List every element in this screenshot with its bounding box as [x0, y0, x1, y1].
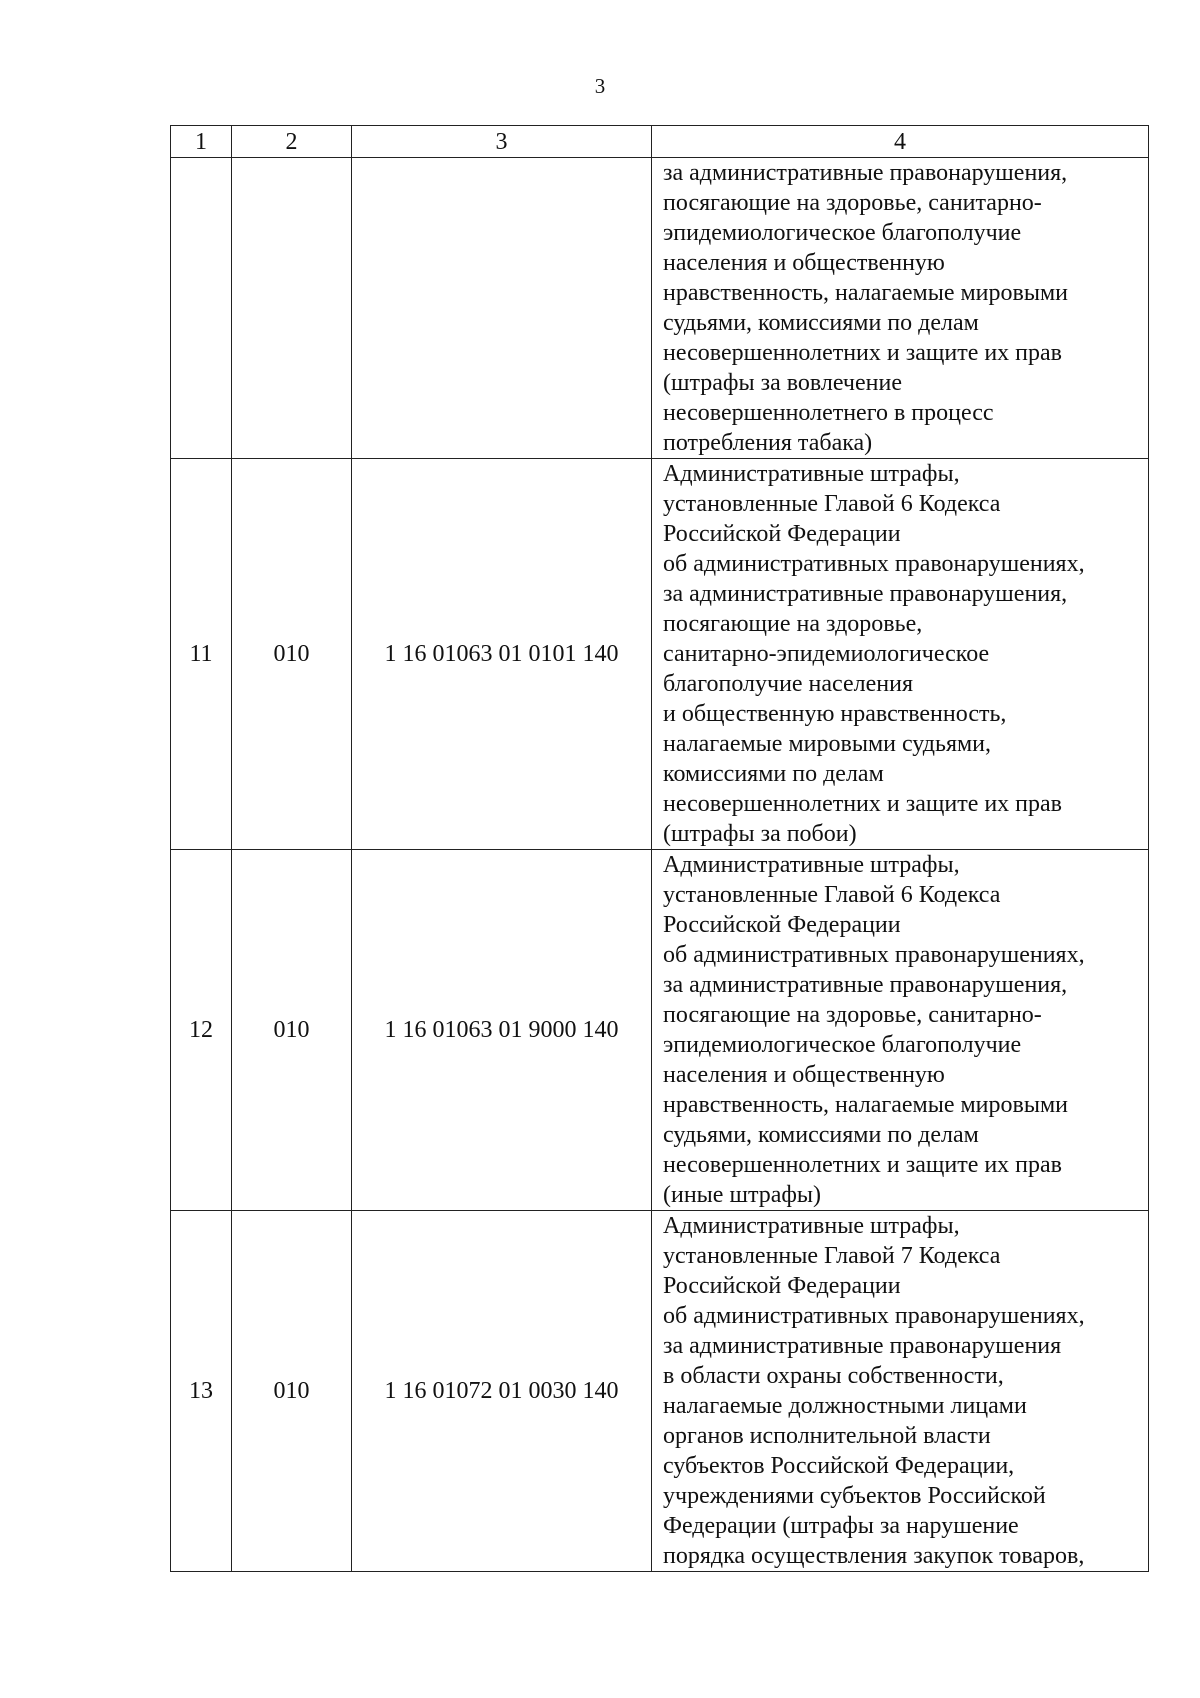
description-line: Административные штрафы, [663, 461, 960, 487]
description-line: Федерации (штрафы за нарушение [663, 1513, 1019, 1539]
description-line: об административных правонарушениях, [663, 551, 1085, 577]
column-header-3: 3 [352, 126, 652, 158]
description-line: субъектов Российской Федерации, [663, 1453, 1015, 1479]
budget-code-cell: 1 16 01063 01 0101 140 [352, 459, 652, 850]
chapter-code-cell [232, 158, 352, 459]
column-header-2: 2 [232, 126, 352, 158]
description-line: несовершеннолетних и защите их прав [663, 340, 1063, 366]
description-line: за административные правонарушения [663, 1333, 1062, 1359]
table-row [171, 1211, 1149, 1572]
description-line: населения и общественную [663, 250, 945, 276]
description-line: потребления табака) [663, 430, 873, 456]
chapter-code-cell: 010 [232, 1211, 352, 1572]
description-line: эпидемиологическое благополучие [663, 1032, 1022, 1058]
description-line: установленные Главой 7 Кодекса [663, 1243, 1001, 1269]
description-line: посягающие на здоровье, [663, 611, 923, 637]
row-number-cell: 13 [171, 1211, 232, 1572]
description-line: учреждениями субъектов Российской [663, 1483, 1046, 1509]
description-line: посягающие на здоровье, санитарно- [663, 190, 1042, 216]
description-cell [652, 158, 1149, 459]
description-line: нравственность, налагаемые мировыми [663, 1092, 1069, 1118]
document-table [170, 125, 1149, 1572]
description-line: (штрафы за вовлечение [663, 370, 902, 396]
description-line: порядка осуществления закупок товаров, [663, 1543, 1085, 1569]
description-line: несовершеннолетних и защите их прав [663, 791, 1063, 817]
description-cell [652, 459, 1149, 850]
chapter-code-cell: 010 [232, 850, 352, 1211]
table-row [171, 459, 1149, 850]
description-line: установленные Главой 6 Кодекса [663, 491, 1001, 517]
description-line: судьями, комиссиями по делам [663, 310, 979, 336]
description-line: за административные правонарушения, [663, 972, 1068, 998]
column-header-4: 4 [652, 126, 1149, 158]
description-line: об административных правонарушениях, [663, 1303, 1085, 1329]
description-line: за административные правонарушения, [663, 160, 1068, 186]
description-line: Административные штрафы, [663, 1213, 960, 1239]
description-line: налагаемые мировыми судьями, [663, 731, 992, 757]
table-body [171, 126, 1149, 1572]
description-line: несовершеннолетнего в процесс [663, 400, 994, 426]
description-line: санитарно-эпидемиологическое [663, 641, 990, 667]
description-line: за административные правонарушения, [663, 581, 1068, 607]
description-line: органов исполнительной власти [663, 1423, 991, 1449]
description-line: судьями, комиссиями по делам [663, 1122, 979, 1148]
description-cell [652, 850, 1149, 1211]
description-line: Российской Федерации [663, 521, 901, 547]
chapter-code-cell: 010 [232, 459, 352, 850]
table-row [171, 850, 1149, 1211]
table-row [171, 158, 1149, 459]
page-number: 3 [594, 74, 606, 98]
description-line: благополучие населения [663, 671, 914, 697]
description-line: эпидемиологическое благополучие [663, 220, 1022, 246]
budget-code-cell: 1 16 01063 01 9000 140 [352, 850, 652, 1211]
budget-code-cell: 1 16 01072 01 0030 140 [352, 1211, 652, 1572]
description-line: Российской Федерации [663, 912, 901, 938]
description-line: населения и общественную [663, 1062, 945, 1088]
row-number-cell: 12 [171, 850, 232, 1211]
description-line: нравственность, налагаемые мировыми [663, 280, 1069, 306]
row-number-cell [171, 158, 232, 459]
description-line: посягающие на здоровье, санитарно- [663, 1002, 1042, 1028]
description-line: в области охраны собственности, [663, 1363, 1004, 1389]
table-header-row [171, 126, 1149, 158]
description-line: и общественную нравственность, [663, 701, 1007, 727]
description-line: Административные штрафы, [663, 852, 960, 878]
budget-code-cell [352, 158, 652, 459]
description-line: налагаемые должностными лицами [663, 1393, 1027, 1419]
description-line: несовершеннолетних и защите их прав [663, 1152, 1063, 1178]
description-line: (штрафы за побои) [663, 821, 857, 847]
description-line: (иные штрафы) [663, 1182, 822, 1208]
description-line: об административных правонарушениях, [663, 942, 1085, 968]
description-cell [652, 1211, 1149, 1572]
row-number-cell: 11 [171, 459, 232, 850]
description-line: Российской Федерации [663, 1273, 901, 1299]
description-line: комиссиями по делам [663, 761, 884, 787]
description-line: установленные Главой 6 Кодекса [663, 882, 1001, 908]
column-header-1: 1 [171, 126, 232, 158]
